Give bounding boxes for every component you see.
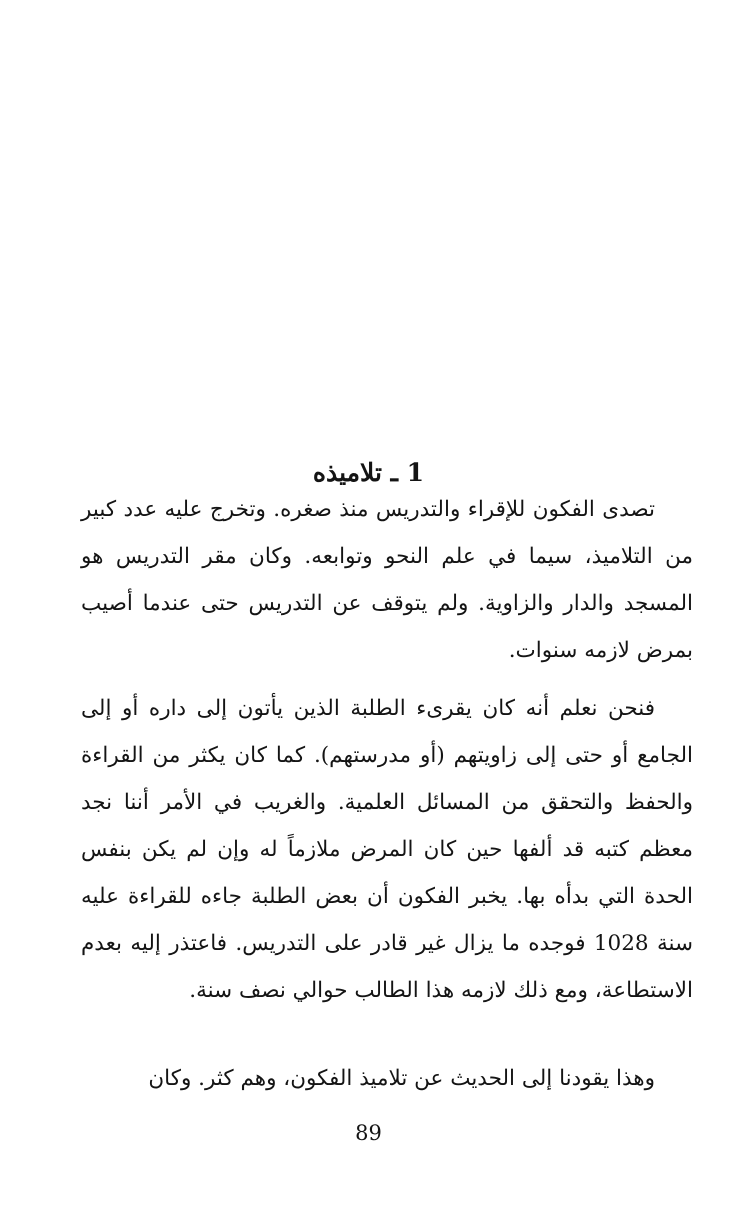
paragraph-3 <box>81 1055 693 1102</box>
paragraph-text: فنحن نعلم أنه كان يقرىء الطلبة الذين يأتون إلى داره أو إلى الجامع أو حتى إلى زاويتهم (أو مدرستهم). كما كان يكثر من القراءة والحفظ والتحقق من المسائل العلمية. والغريب في الأمر أننا نجد معظم كتبه قد ألفها حين كان المرض ملازماً له وإن لم يكن بنفس الحدة التي بدأه بها. يخبر الفكون أن بعض الطلبة جاءه للقراءة عليه سنة 1028 فوجده ما يزال غير قادر على التدريس. فاعتذر إليه بعدم الاستطاعة، ومع ذلك لازمه هذا الطالب حوالي نصف سنة. <box>81 696 693 1003</box>
paragraph-1 <box>81 486 693 674</box>
paragraph-text: وهذا يقودنا إلى الحديث عن تلاميذ الفكون، وهم كثر. وكان <box>148 1066 655 1091</box>
section-heading: 1 ـ تلاميذه <box>312 457 425 487</box>
paragraph-text: تصدى الفكون للإقراء والتدريس منذ صغره. وتخرج عليه عدد كبير من التلاميذ، سيما في علم النحو وتوابعه. وكان مقر التدريس هو المسجد والدار والزاوية. ولم يتوقف عن التدريس حتى عندما أصيب بمرض لازمه سنوات. <box>81 497 693 663</box>
paragraph-2 <box>81 685 693 1014</box>
page-number: 89 <box>355 1121 382 1145</box>
